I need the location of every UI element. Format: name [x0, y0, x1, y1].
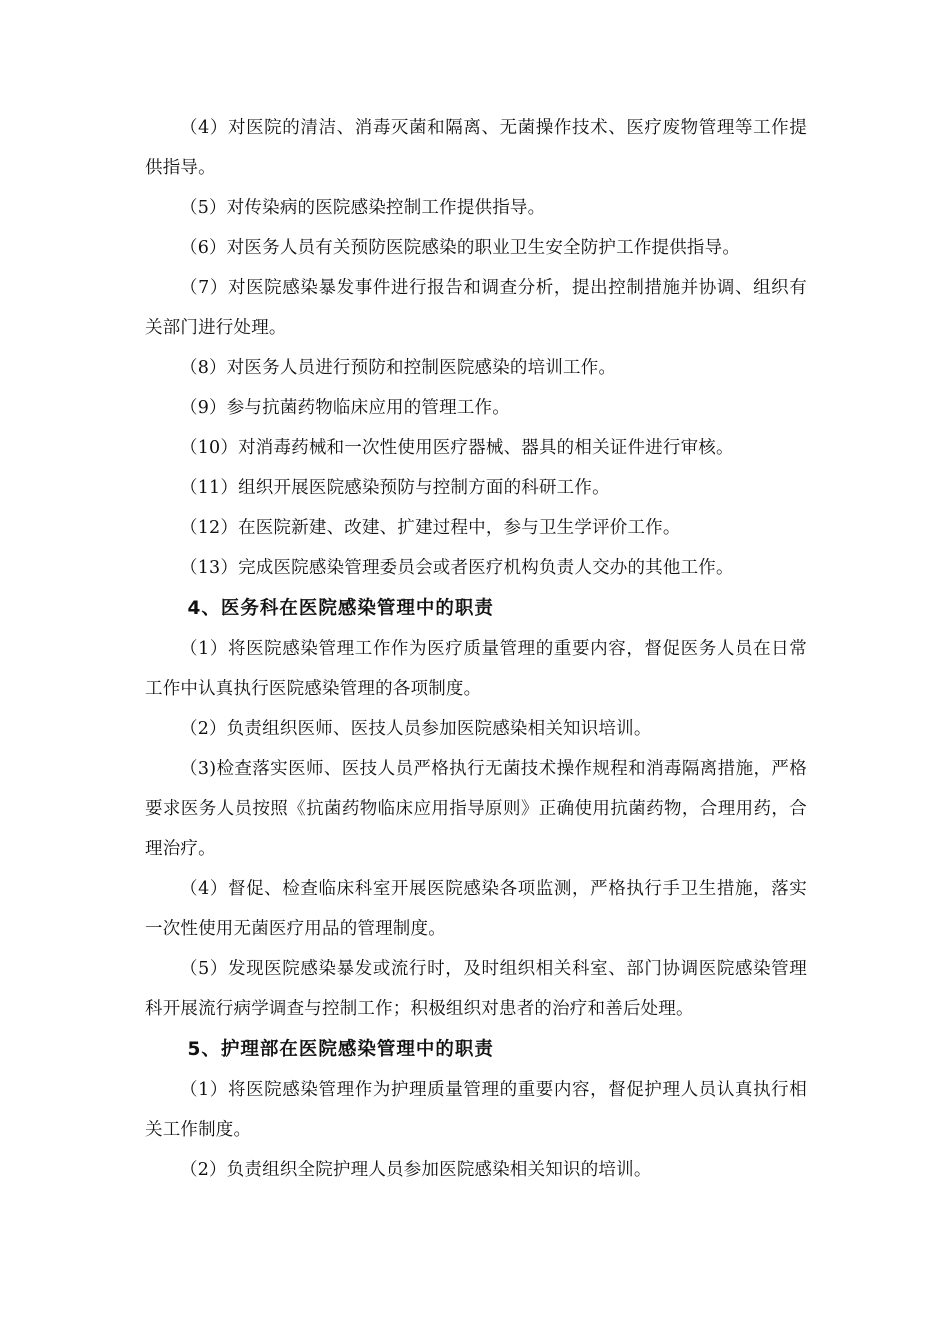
- paragraph: （5）对传染病的医院感染控制工作提供指导。: [180, 198, 546, 218]
- paragraph: （12）在医院新建、改建、扩建过程中，参与卫生学评价工作。: [180, 518, 681, 538]
- paragraph: （2）负责组织全院护理人员参加医院感染相关知识的培训。: [180, 1160, 652, 1180]
- paragraph: （1）将医院感染管理作为护理质量管理的重要内容，督促护理人员认真执行相关工作制度。: [145, 1080, 807, 1140]
- paragraph: （6）对医务人员有关预防医院感染的职业卫生安全防护工作提供指导。: [180, 238, 741, 258]
- paragraph: （7）对医院感染暴发事件进行报告和调查分析，提出控制措施并协调、组织有关部门进行处理。: [145, 278, 807, 338]
- paragraph: （13）完成医院感染管理委员会或者医疗机构负责人交办的其他工作。: [180, 558, 734, 578]
- paragraph: （1）将医院感染管理工作作为医疗质量管理的重要内容，督促医务人员在日常工作中认真执行医院感染管理的各项制度。: [145, 639, 807, 699]
- paragraph: （10）对消毒药械和一次性使用医疗器械、器具的相关证件进行审核。: [180, 438, 734, 458]
- section-heading-4: 4、医务科在医院感染管理中的职责: [187, 598, 494, 619]
- paragraph: （5）发现医院感染暴发或流行时，及时组织相关科室、部门协调医院感染管理科开展流行病学调查与控制工作；积极组织对患者的治疗和善后处理。: [145, 959, 807, 1019]
- paragraph: （8）对医务人员进行预防和控制医院感染的培训工作。: [180, 358, 617, 378]
- paragraph: （9）参与抗菌药物临床应用的管理工作。: [180, 398, 510, 418]
- paragraph: （2）负责组织医师、医技人员参加医院感染相关知识培训。: [180, 719, 652, 739]
- section-heading-5: 5、护理部在医院感染管理中的职责: [187, 1039, 494, 1060]
- document-body: [145, 108, 807, 1190]
- paragraph: （11）组织开展医院感染预防与控制方面的科研工作。: [180, 478, 610, 498]
- paragraph: （4）对医院的清洁、消毒灭菌和隔离、无菌操作技术、医疗废物管理等工作提供指导。: [145, 118, 807, 178]
- paragraph: （4）督促、检查临床科室开展医院感染各项监测，严格执行手卫生措施，落实一次性使用无菌医疗用品的管理制度。: [145, 879, 807, 939]
- paragraph: （3)检查落实医师、医技人员严格执行无菌技术操作规程和消毒隔离措施，严格要求医务人员按照《抗菌药物临床应用指导原则》正确使用抗菌药物，合理用药，合理治疗。: [145, 759, 807, 859]
